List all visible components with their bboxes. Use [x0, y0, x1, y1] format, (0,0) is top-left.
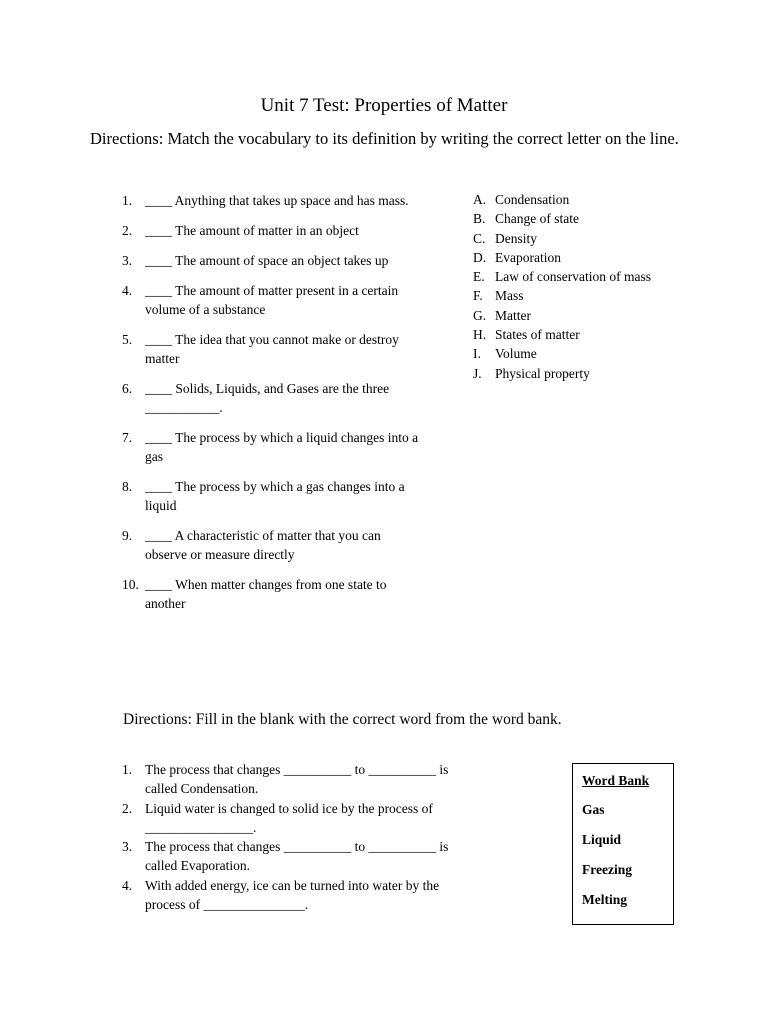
answer-letter: G. — [473, 307, 487, 323]
vocabulary-term: States of matter — [495, 327, 580, 343]
page-title: Unit 7 Test: Properties of Matter — [260, 95, 508, 116]
answer-letter: B. — [473, 211, 486, 227]
question-number: 1. — [122, 193, 133, 208]
question-number: 3. — [122, 839, 133, 855]
answer-letter: J. — [473, 365, 482, 381]
matching-question — [122, 379, 422, 417]
vocabulary-term: Law of conservation of mass — [495, 269, 651, 285]
vocabulary-item — [473, 229, 658, 248]
question-text: ____ The process by which a liquid changes into a gas — [145, 430, 419, 464]
word-bank-title: Word Bank — [582, 773, 650, 788]
question-number: 2. — [122, 223, 133, 238]
question-text: ____ When matter changes from one state to another — [145, 577, 387, 611]
question-number: 3. — [122, 253, 133, 268]
question-text: ____ Anything that takes up space and has mass. — [145, 193, 409, 208]
fill-in-directions: Directions: Fill in the blank with the correct word from the word bank. — [123, 711, 562, 728]
answer-letter: I. — [473, 346, 481, 362]
vocabulary-item — [473, 190, 658, 209]
vocabulary-term: Evaporation — [495, 249, 561, 265]
fill-in-question — [122, 837, 462, 876]
word-bank-word: Liquid — [582, 832, 622, 847]
vocabulary-item — [473, 325, 658, 344]
question-number: 2. — [122, 800, 133, 816]
question-number: 4. — [122, 877, 133, 893]
vocabulary-term: Condensation — [495, 192, 570, 207]
answer-letter: H. — [473, 327, 487, 343]
matching-question — [122, 281, 422, 319]
word-bank-word: Melting — [582, 892, 627, 907]
question-number: 1. — [122, 762, 133, 777]
matching-question — [122, 477, 422, 515]
question-text: Liquid water is changed to solid ice by the process of ________________. — [145, 800, 433, 835]
vocabulary-term: Density — [495, 230, 537, 246]
question-text: ____ A characteristic of matter that you can observe or measure directly — [145, 528, 381, 562]
matching-question — [122, 251, 422, 270]
answer-letter: A. — [473, 192, 487, 207]
answer-letter: F. — [473, 288, 483, 304]
vocabulary-term: Mass — [495, 288, 524, 304]
vocabulary-item — [473, 306, 658, 325]
question-text: ____ The amount of matter present in a certain volume of a substance — [145, 283, 399, 317]
matching-question — [122, 191, 422, 210]
vocabulary-term: Matter — [495, 307, 531, 323]
vocabulary-item — [473, 286, 658, 305]
question-number: 4. — [122, 283, 133, 298]
vocabulary-answer-list — [473, 190, 658, 383]
vocabulary-term: Physical property — [495, 365, 590, 381]
question-text: The process that changes __________ to __________ is called Evaporation. — [145, 839, 449, 874]
matching-questions-list — [122, 191, 422, 613]
word-bank-word: Gas — [582, 802, 605, 817]
vocabulary-item — [473, 344, 658, 363]
matching-question — [122, 575, 422, 613]
vocabulary-term: Volume — [495, 346, 537, 362]
question-text: The process that changes __________ to __________ is called Condensation. — [145, 762, 449, 797]
question-text: ____ Solids, Liquids, and Gases are the three ___________. — [145, 381, 390, 415]
matching-question — [122, 221, 422, 240]
matching-question — [122, 526, 422, 564]
fill-in-questions-list — [122, 760, 462, 914]
vocabulary-item — [473, 267, 658, 286]
question-text: ____ The process by which a gas changes into a liquid — [145, 479, 405, 513]
fill-in-question — [122, 799, 462, 838]
fill-in-question — [122, 876, 462, 915]
question-number: 7. — [122, 430, 133, 445]
word-bank-box — [572, 763, 674, 925]
question-text: With added energy, ice can be turned into water by the process of _______________. — [145, 877, 440, 913]
question-number: 10. — [122, 577, 139, 592]
vocabulary-item — [473, 209, 658, 228]
fill-in-question — [122, 760, 462, 799]
question-text: ____ The amount of matter in an object — [145, 223, 359, 238]
vocabulary-term: Change of state — [495, 211, 579, 227]
question-number: 9. — [122, 528, 133, 543]
matching-question — [122, 330, 422, 368]
answer-letter: E. — [473, 269, 485, 285]
vocabulary-item — [473, 364, 658, 383]
matching-directions: Directions: Match the vocabulary to its definition by writing the correct letter on the line. — [90, 129, 679, 148]
question-number: 6. — [122, 381, 133, 396]
question-text: ____ The idea that you cannot make or destroy matter — [145, 332, 399, 366]
answer-letter: D. — [473, 249, 487, 265]
question-number: 5. — [122, 332, 133, 347]
word-bank-word: Freezing — [582, 862, 632, 877]
answer-letter: C. — [473, 230, 486, 246]
vocabulary-item — [473, 248, 658, 267]
matching-question — [122, 428, 422, 466]
question-text: ____ The amount of space an object takes up — [145, 253, 389, 268]
question-number: 8. — [122, 479, 133, 494]
